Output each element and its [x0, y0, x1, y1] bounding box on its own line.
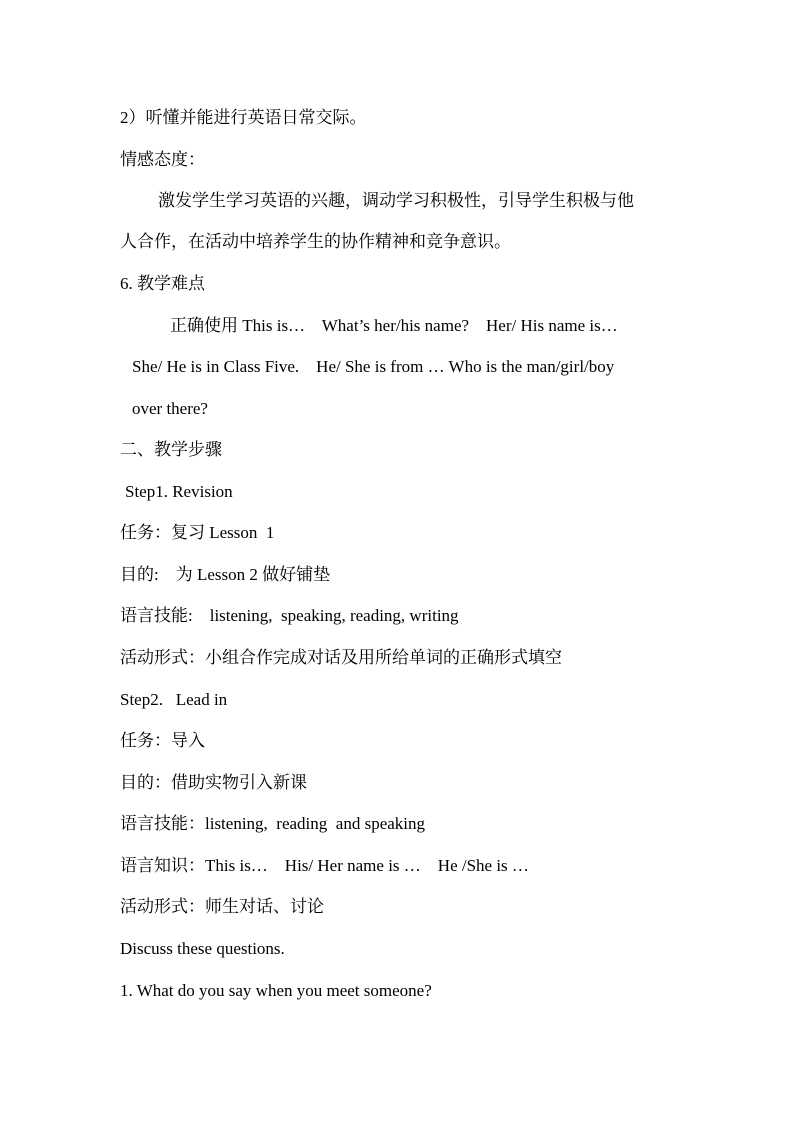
step2-title: Step2. Lead in — [120, 690, 228, 709]
step2-task: 任务：导入 — [120, 731, 205, 750]
step1-title: Step1. Revision — [125, 482, 233, 501]
step2-activity: 活动形式：师生对话、讨论 — [120, 897, 324, 916]
text-line-difficulties-1: 正确使用 This is… What’s her/his name? Her/ His name is… — [170, 316, 618, 335]
step1-task: 任务：复习 Lesson 1 — [120, 523, 275, 542]
step1-skills: 语言技能: listening, speaking, reading, writing — [120, 606, 459, 625]
text-line-listening-goal: 2）听懂并能进行英语日常交际。 — [120, 108, 367, 127]
step2-knowledge: 语言知识：This is… His/ Her name is … He /She is … — [120, 856, 529, 875]
text-line-difficulties-2: She/ He is in Class Five. He/ She is from … Who is the man/girl/boy — [132, 357, 615, 376]
section-heading-difficulties: 6. 教学难点 — [120, 274, 205, 293]
step1-purpose: 目的: 为 Lesson 2 做好铺垫 — [120, 565, 331, 584]
text-line-attitude-body-2: 人合作，在活动中培养学生的协作精神和竞争意识。 — [120, 232, 511, 251]
text-line-attitude-heading: 情感态度： — [120, 150, 205, 169]
text-line-difficulties-3: over there? — [132, 399, 208, 418]
step1-activity: 活动形式：小组合作完成对话及用所给单词的正确形式填空 — [120, 648, 562, 667]
discuss-question-1: 1. What do you say when you meet someone? — [120, 981, 432, 1000]
section-heading-steps: 二、教学步骤 — [120, 440, 222, 459]
step2-skills: 语言技能：listening, reading and speaking — [120, 814, 426, 833]
discuss-heading: Discuss these questions. — [120, 939, 285, 958]
text-line-attitude-body-1: 激发学生学习英语的兴趣，调动学习积极性，引导学生积极与他 — [158, 191, 634, 210]
step2-purpose: 目的：借助实物引入新课 — [120, 773, 307, 792]
